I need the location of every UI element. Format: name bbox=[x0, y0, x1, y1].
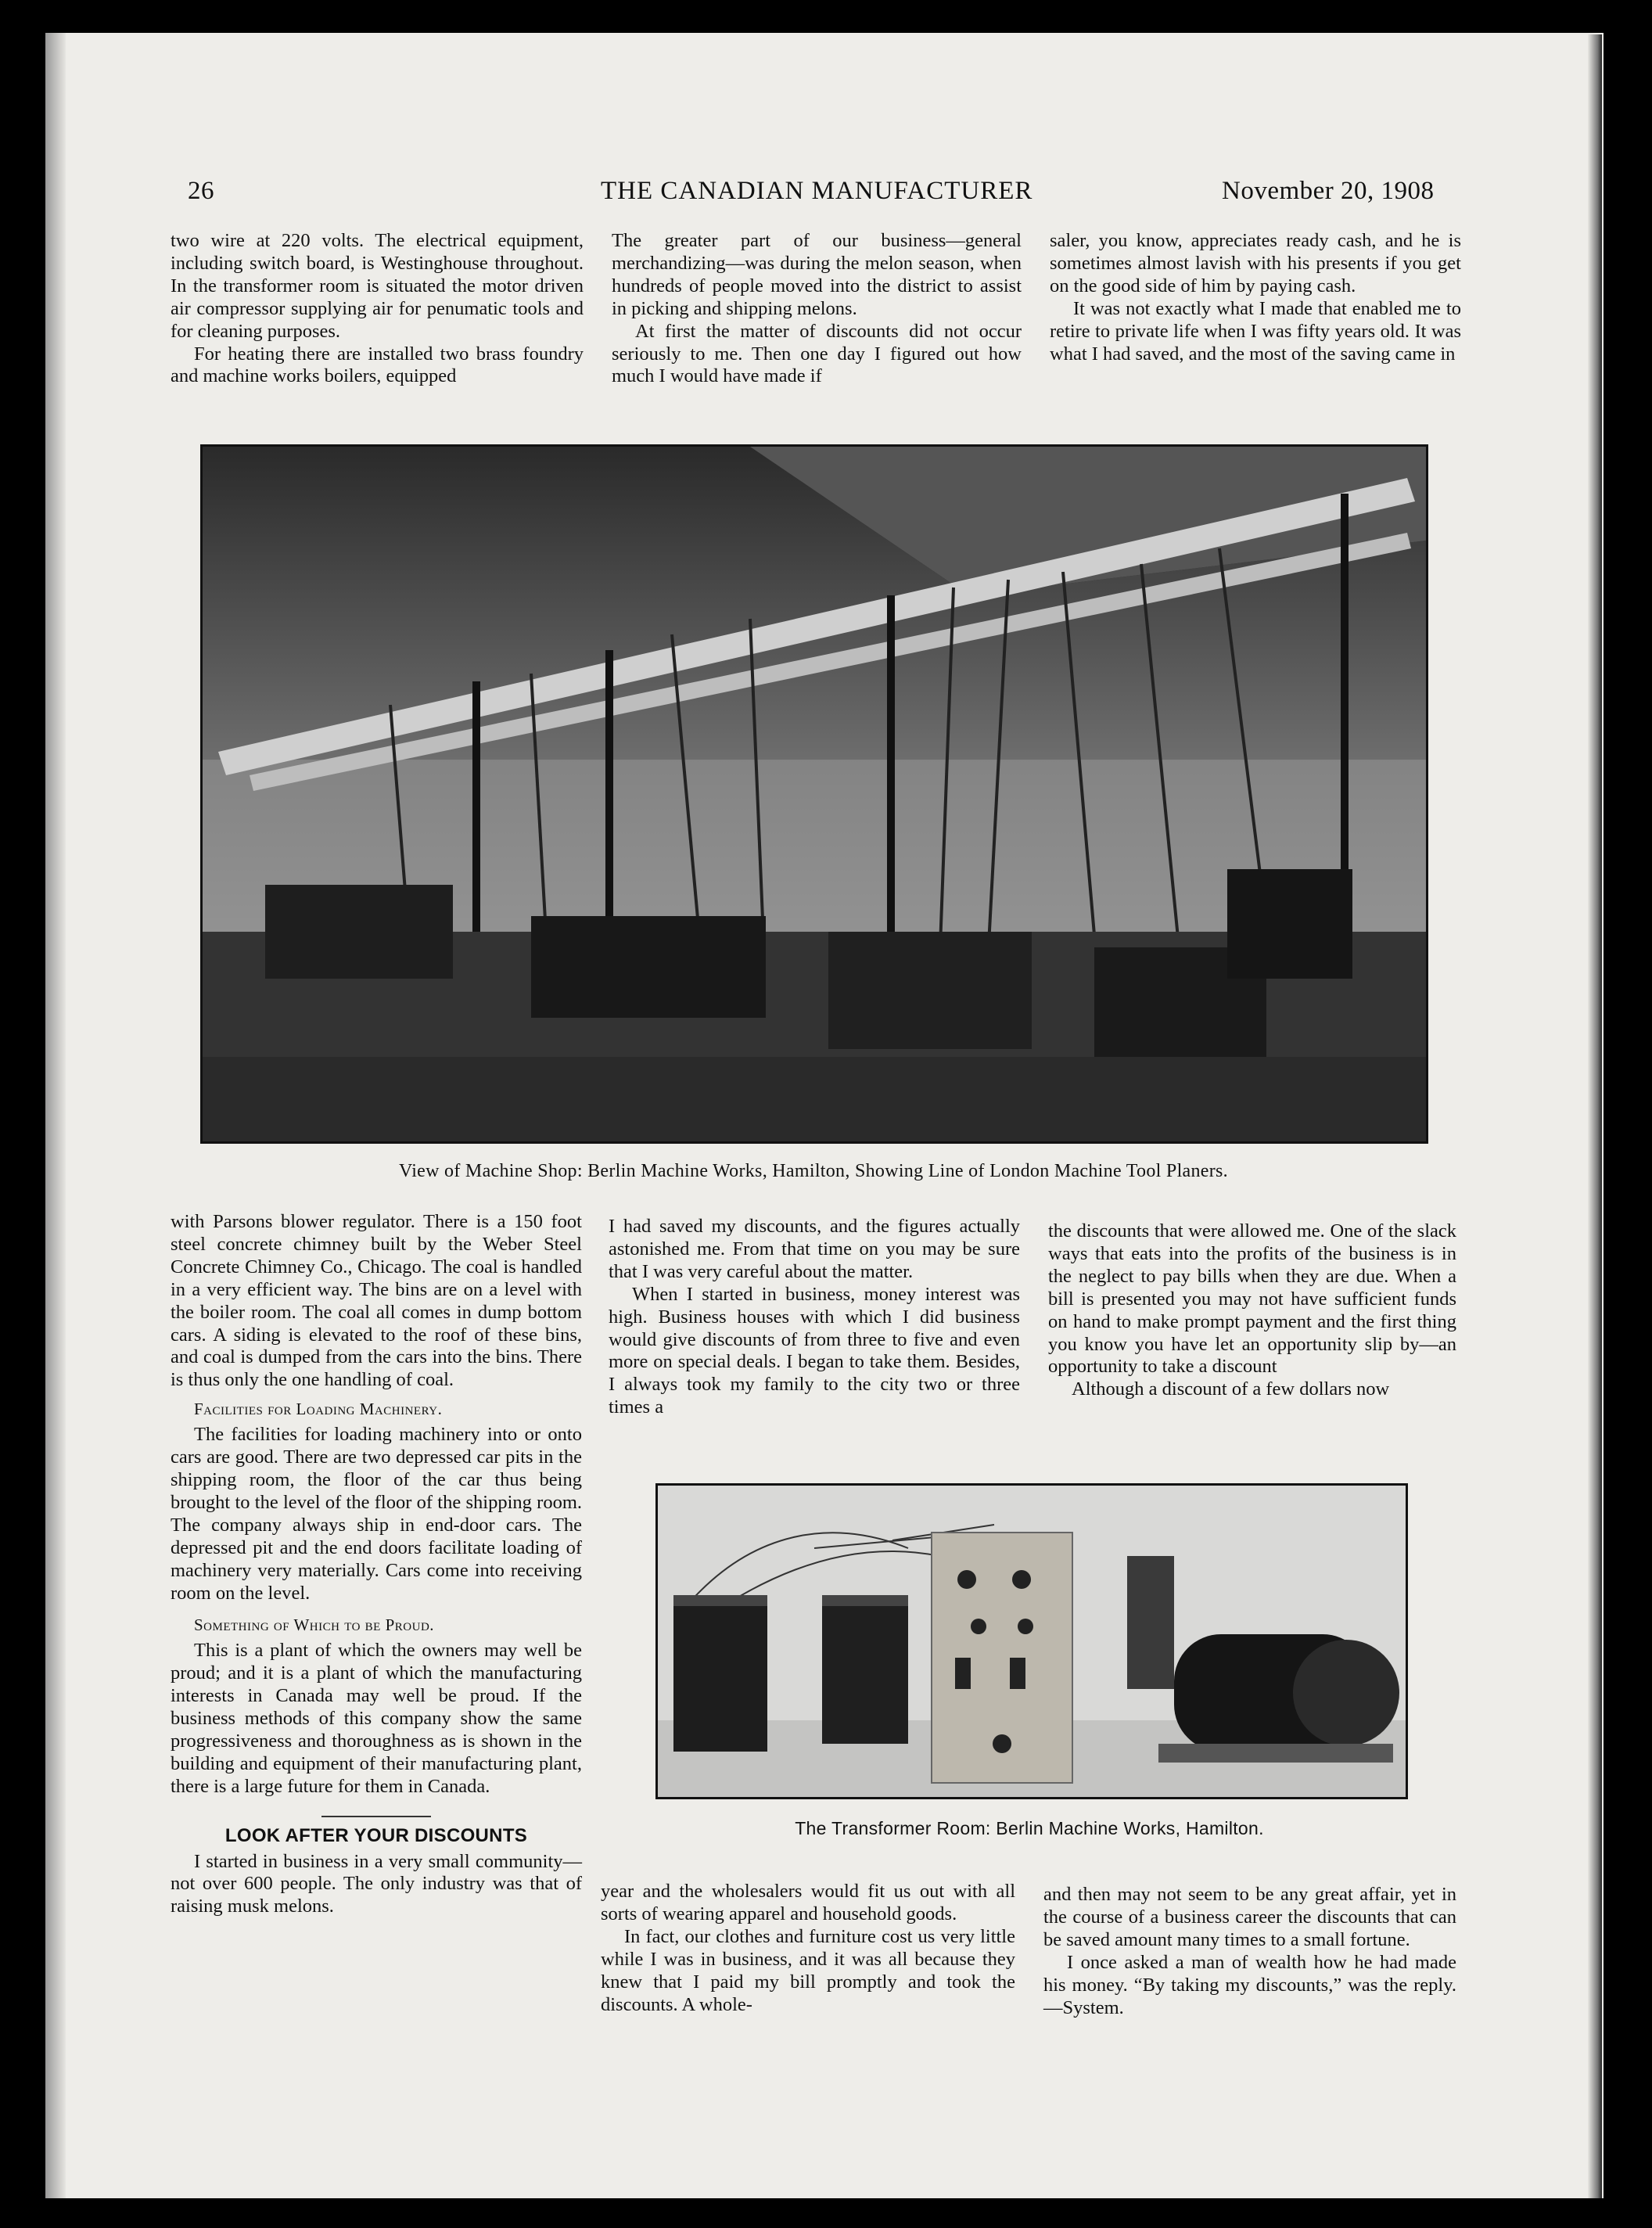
bottom-column-2-lower bbox=[601, 1881, 1015, 2016]
paragraph: saler, you know, appreciates ready cash, and he is sometimes almost lavish with his presents if you get on the good side of him by paying cash. bbox=[1050, 230, 1461, 296]
paragraph: When I started in business, money interest was high. Business houses with which I did business would give discounts of from three to five and even more on special deals. I began to take them. Besides, I always took my family to the city two or three times a bbox=[609, 1283, 1020, 1418]
paragraph: year and the wholesalers would fit us out with all sorts of wearing apparel and household goods. bbox=[601, 1881, 1015, 1924]
page-number: 26 bbox=[188, 177, 214, 205]
paragraph: For heating there are installed two brass foundry and machine works boilers, equipped bbox=[171, 343, 584, 387]
paragraph: The facilities for loading machinery into or onto cars are good. There are two depressed car pits in the shipping room, the floor of the car thus being brought to the level of the floor of the shipping room. The company always ship in end-door cars. The depressed pit and the end doors facilitate loading of machinery very materially. Cars come into receiving room on the level. bbox=[171, 1424, 582, 1604]
paragraph: with Parsons blower regulator. There is a 150 foot steel concrete chimney built by the Weber Steel Concrete Chimney Co., Chicago. The coal is handled in a very efficient way. The bins are on a level with the boiler room. The coal all comes in dump bottom cars. A siding is elevated to the roof of these bins, and coal is dumped from the cars into the bins. There is thus only the one handling of coal. bbox=[171, 1211, 582, 1391]
paragraph: At first the matter of discounts did not occur seriously to me. Then one day I figured out how much I would have made if bbox=[612, 320, 1022, 387]
top-column-1 bbox=[171, 230, 584, 388]
paragraph: I once asked a man of wealth how he had made his money. “By taking my discounts,” was the reply.—System. bbox=[1043, 1951, 1456, 2018]
divider bbox=[321, 1816, 431, 1817]
bottom-column-3-upper bbox=[1048, 1220, 1456, 1401]
page-edge-right bbox=[1588, 34, 1602, 2198]
bottom-column-3-lower bbox=[1043, 1884, 1456, 2019]
paragraph: It was not exactly what I made that enabled me to retire to private life when I was fifty years old. It was what I had saved, and the most of the saving came in bbox=[1050, 297, 1461, 365]
article-headline: LOOK AFTER YOUR DISCOUNTS bbox=[224, 1824, 528, 1846]
paragraph: two wire at 220 volts. The electrical equipment, including switch board, is Westinghouse throughout. In the transformer room is situated the motor driven air compressor supplying air for penumatic tools and for cleaning purposes. bbox=[171, 230, 584, 342]
subheading-proud: Something of Which to be Proud. bbox=[194, 1615, 435, 1635]
top-column-2 bbox=[612, 230, 1022, 388]
paragraph: This is a plant of which the owners may well be proud; and it is a plant of which the manufacturing interests in Canada may well be proud. If the business methods of this company show the same progressiveness and thoroughness as is shown in the building and equipment of their manufacturing plant, there is a large future for them in Canada. bbox=[171, 1640, 582, 1797]
journal-title: THE CANADIAN MANUFACTURER bbox=[601, 177, 1033, 205]
bottom-column-1 bbox=[171, 1211, 582, 1918]
transformer-room-photo bbox=[655, 1483, 1408, 1799]
top-column-3 bbox=[1050, 230, 1461, 365]
machine-shop-photo bbox=[200, 444, 1428, 1144]
transformer-room-caption: The Transformer Room: Berlin Machine Works, Hamilton. bbox=[795, 1818, 1264, 1838]
paragraph: Although a discount of a few dollars now bbox=[1072, 1378, 1390, 1400]
paragraph: I started in business in a very small community—not over 600 people. The only industry was that of raising musk melons. bbox=[171, 1850, 582, 1917]
paragraph: The greater part of our business—general merchandizing—was during the melon season, when hundreds of people moved into the district to assist in picking and shipping melons. bbox=[612, 230, 1022, 319]
issue-date: November 20, 1908 bbox=[1222, 177, 1435, 205]
bottom-column-2-upper bbox=[609, 1216, 1020, 1419]
paragraph: I had saved my discounts, and the figures actually astonished me. From that time on you may be sure that I was very careful about the matter. bbox=[609, 1216, 1020, 1282]
paragraph: and then may not seem to be any great affair, yet in the course of a business career the discounts that can be saved amount many times to a small fortune. bbox=[1043, 1884, 1456, 1950]
machine-shop-caption: View of Machine Shop: Berlin Machine Works, Hamilton, Showing Line of London Machine Tool Planers. bbox=[399, 1161, 1228, 1181]
paragraph: the discounts that were allowed me. One of the slack ways that eats into the profits of the business is in the neglect to pay bills when they are due. When a bill is presented you may not have sufficient funds on hand to make prompt payment and the first thing you know you have let an opportunity slip by—an opportunity to take a discount bbox=[1048, 1220, 1456, 1378]
paragraph: In fact, our clothes and furniture cost us very little while I was in business, and it was all because they knew that I paid my bill promptly and took the discounts. A whole- bbox=[601, 1925, 1015, 2015]
subheading-loading-machinery: Facilities for Loading Machinery. bbox=[194, 1400, 443, 1419]
page-edge-left bbox=[45, 33, 66, 2198]
